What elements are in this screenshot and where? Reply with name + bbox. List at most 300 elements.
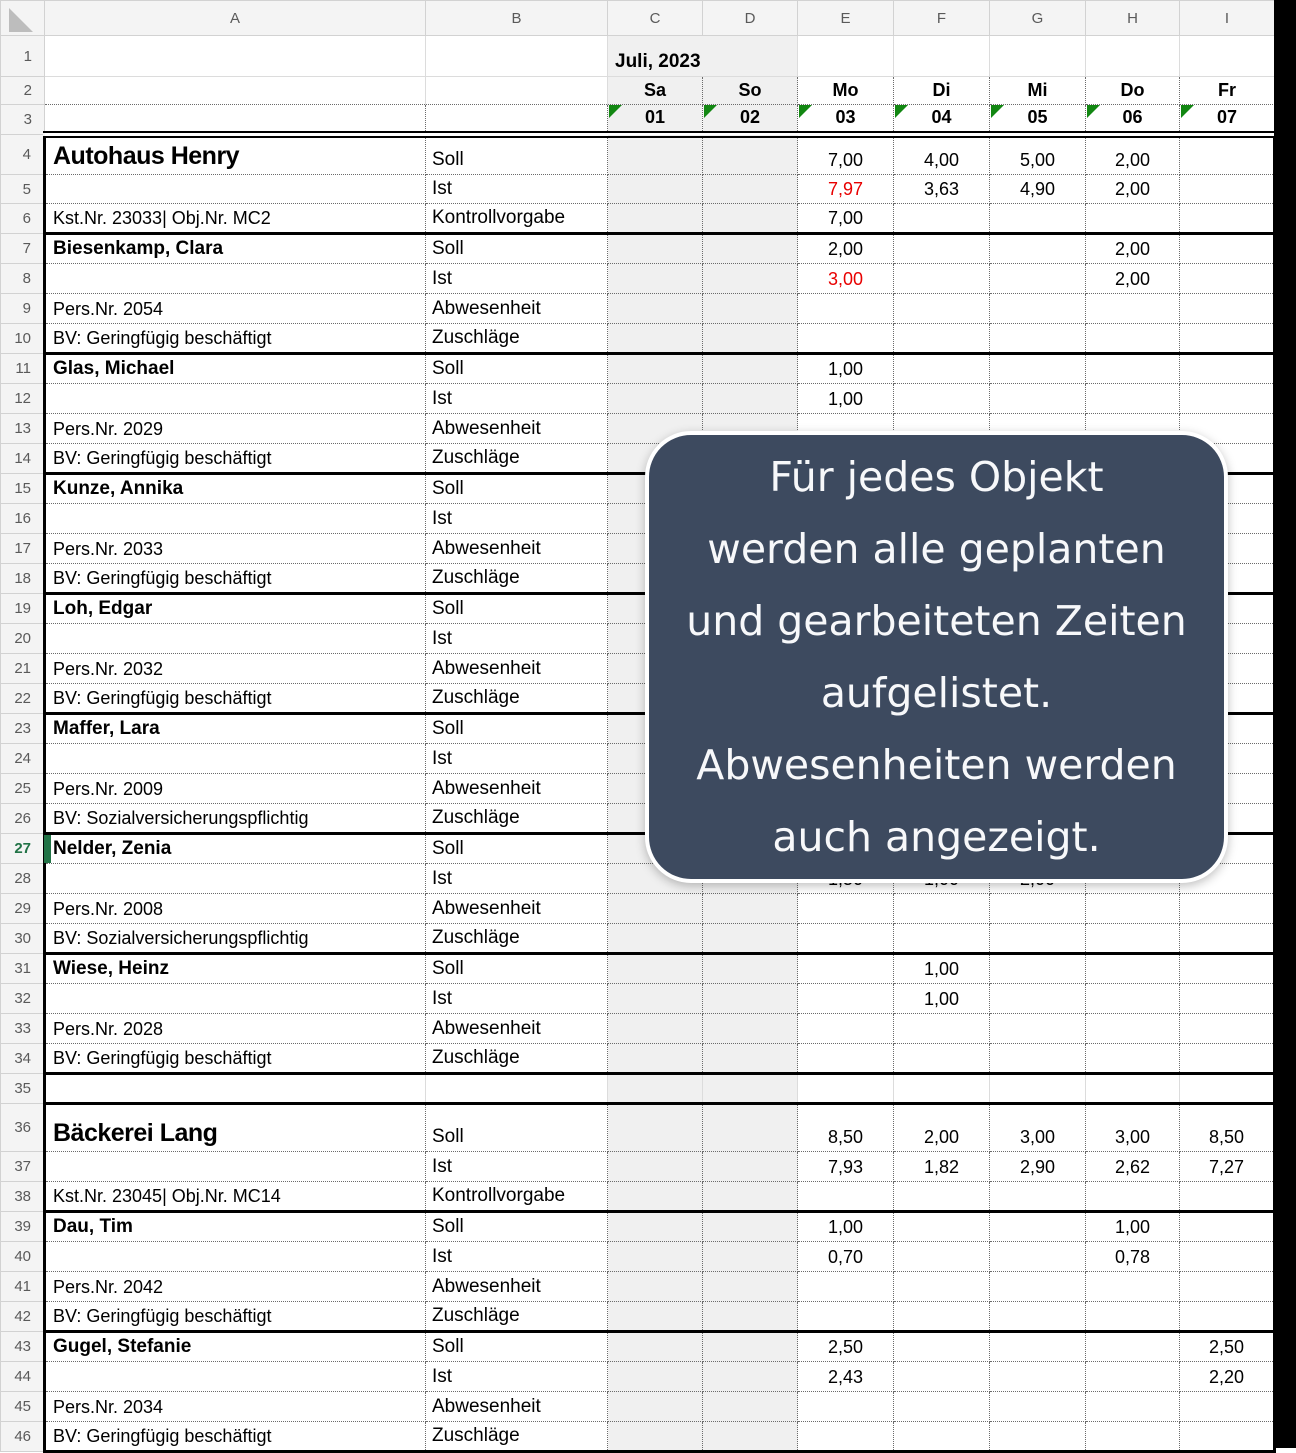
cell-C32[interactable] [608, 984, 703, 1014]
cell-F4[interactable]: 4,00 [894, 135, 990, 175]
cell-A28[interactable] [45, 864, 426, 894]
cell-C1-month-label[interactable]: Juli, 2023 [608, 36, 798, 77]
cell-A20[interactable] [45, 624, 426, 654]
cell-B19[interactable]: Soll [426, 594, 608, 624]
cell-A10[interactable]: BV: Geringfügig beschäftigt [45, 324, 426, 354]
cell-E31[interactable] [798, 954, 894, 984]
cell-I37[interactable]: 7,27 [1180, 1152, 1275, 1182]
row-header-18[interactable]: 18 [1, 564, 45, 594]
cell-F5[interactable]: 3,63 [894, 175, 990, 204]
cell-H36[interactable]: 3,00 [1086, 1104, 1180, 1152]
column-header-D[interactable]: D [703, 1, 798, 36]
cell-F7[interactable] [894, 234, 990, 264]
cell-G36[interactable]: 3,00 [990, 1104, 1086, 1152]
cell-H29[interactable] [1086, 894, 1180, 924]
cell-H45[interactable] [1086, 1392, 1180, 1422]
cell-E36[interactable]: 8,50 [798, 1104, 894, 1152]
cell-C5[interactable] [608, 175, 703, 204]
cell-F39[interactable] [894, 1212, 990, 1242]
cell-E9[interactable] [798, 294, 894, 324]
cell-G34[interactable] [990, 1044, 1086, 1074]
cell-E33[interactable] [798, 1014, 894, 1044]
cell-E29[interactable] [798, 894, 894, 924]
cell-E34[interactable] [798, 1044, 894, 1074]
cell-G44[interactable] [990, 1362, 1086, 1392]
row-header-23[interactable]: 23 [1, 714, 45, 744]
cell-G10[interactable] [990, 324, 1086, 354]
cell-E41[interactable] [798, 1272, 894, 1302]
row-header-25[interactable]: 25 [1, 774, 45, 804]
cell-G43[interactable] [990, 1332, 1086, 1362]
select-all-corner[interactable] [1, 1, 45, 36]
cell-B9[interactable]: Abwesenheit [426, 294, 608, 324]
cell-G3-date[interactable]: 05 [990, 105, 1086, 135]
cell-D4[interactable] [703, 135, 798, 175]
cell-E7[interactable]: 2,00 [798, 234, 894, 264]
cell-A2[interactable] [45, 77, 426, 105]
cell-B10[interactable]: Zuschläge [426, 324, 608, 354]
cell-F40[interactable] [894, 1242, 990, 1272]
cell-A12[interactable] [45, 384, 426, 414]
cell-A43[interactable]: Gugel, Stefanie [45, 1332, 426, 1362]
cell-C38[interactable] [608, 1182, 703, 1212]
cell-I3-date[interactable]: 07 [1180, 105, 1275, 135]
cell-D11[interactable] [703, 354, 798, 384]
cell-F29[interactable] [894, 894, 990, 924]
cell-C45[interactable] [608, 1392, 703, 1422]
cell-F32[interactable]: 1,00 [894, 984, 990, 1014]
cell-B36[interactable]: Soll [426, 1104, 608, 1152]
cell-H40[interactable]: 0,78 [1086, 1242, 1180, 1272]
cell-G8[interactable] [990, 264, 1086, 294]
cell-A4[interactable]: Autohaus Henry [45, 135, 426, 175]
cell-E11[interactable]: 1,00 [798, 354, 894, 384]
cell-I2-dayname[interactable]: Fr [1180, 77, 1275, 105]
cell-G46[interactable] [990, 1422, 1086, 1452]
cell-H9[interactable] [1086, 294, 1180, 324]
cell-B12[interactable]: Ist [426, 384, 608, 414]
cell-B27[interactable]: Soll [426, 834, 608, 864]
row-header-32[interactable]: 32 [1, 984, 45, 1014]
cell-I38[interactable] [1180, 1182, 1275, 1212]
cell-D30[interactable] [703, 924, 798, 954]
cell-E2-dayname[interactable]: Mo [798, 77, 894, 105]
cell-E37[interactable]: 7,93 [798, 1152, 894, 1182]
cell-I12[interactable] [1180, 384, 1275, 414]
cell-E12[interactable]: 1,00 [798, 384, 894, 414]
cell-C4[interactable] [608, 135, 703, 175]
cell-B28[interactable]: Ist [426, 864, 608, 894]
cell-I8[interactable] [1180, 264, 1275, 294]
cell-G9[interactable] [990, 294, 1086, 324]
cell-A37[interactable] [45, 1152, 426, 1182]
row-header-13[interactable]: 13 [1, 414, 45, 444]
row-header-40[interactable]: 40 [1, 1242, 45, 1272]
cell-D33[interactable] [703, 1014, 798, 1044]
cell-F31[interactable]: 1,00 [894, 954, 990, 984]
cell-G41[interactable] [990, 1272, 1086, 1302]
cell-G6[interactable] [990, 204, 1086, 234]
cell-B35[interactable] [426, 1074, 608, 1104]
row-header-29[interactable]: 29 [1, 894, 45, 924]
cell-F1[interactable] [894, 36, 990, 77]
cell-E3-date[interactable]: 03 [798, 105, 894, 135]
cell-I35[interactable] [1180, 1074, 1275, 1104]
cell-H37[interactable]: 2,62 [1086, 1152, 1180, 1182]
column-header-E[interactable]: E [798, 1, 894, 36]
cell-I9[interactable] [1180, 294, 1275, 324]
cell-E4[interactable]: 7,00 [798, 135, 894, 175]
cell-B23[interactable]: Soll [426, 714, 608, 744]
cell-G12[interactable] [990, 384, 1086, 414]
cell-I36[interactable]: 8,50 [1180, 1104, 1275, 1152]
row-header-41[interactable]: 41 [1, 1272, 45, 1302]
cell-A35[interactable] [45, 1074, 426, 1104]
cell-G7[interactable] [990, 234, 1086, 264]
cell-B13[interactable]: Abwesenheit [426, 414, 608, 444]
cell-A42[interactable]: BV: Geringfügig beschäftigt [45, 1302, 426, 1332]
cell-H33[interactable] [1086, 1014, 1180, 1044]
cell-B2[interactable] [426, 77, 608, 105]
cell-G31[interactable] [990, 954, 1086, 984]
cell-B38[interactable]: Kontrollvorgabe [426, 1182, 608, 1212]
cell-C44[interactable] [608, 1362, 703, 1392]
cell-A16[interactable] [45, 504, 426, 534]
cell-C3-date[interactable]: 01 [608, 105, 703, 135]
cell-G35[interactable] [990, 1074, 1086, 1104]
cell-F11[interactable] [894, 354, 990, 384]
row-header-16[interactable]: 16 [1, 504, 45, 534]
row-header-1[interactable]: 1 [1, 36, 45, 77]
cell-C35[interactable] [608, 1074, 703, 1104]
cell-D31[interactable] [703, 954, 798, 984]
row-header-21[interactable]: 21 [1, 654, 45, 684]
cell-B43[interactable]: Soll [426, 1332, 608, 1362]
cell-C12[interactable] [608, 384, 703, 414]
cell-D40[interactable] [703, 1242, 798, 1272]
cell-D8[interactable] [703, 264, 798, 294]
cell-F2-dayname[interactable]: Di [894, 77, 990, 105]
cell-A34[interactable]: BV: Geringfügig beschäftigt [45, 1044, 426, 1074]
row-header-31[interactable]: 31 [1, 954, 45, 984]
cell-D3-date[interactable]: 02 [703, 105, 798, 135]
cell-A18[interactable]: BV: Geringfügig beschäftigt [45, 564, 426, 594]
cell-H43[interactable] [1086, 1332, 1180, 1362]
cell-B39[interactable]: Soll [426, 1212, 608, 1242]
cell-I31[interactable] [1180, 954, 1275, 984]
cell-E45[interactable] [798, 1392, 894, 1422]
cell-I46[interactable] [1180, 1422, 1275, 1452]
cell-I44[interactable]: 2,20 [1180, 1362, 1275, 1392]
cell-A15[interactable]: Kunze, Annika [45, 474, 426, 504]
cell-F45[interactable] [894, 1392, 990, 1422]
cell-A32[interactable] [45, 984, 426, 1014]
cell-C37[interactable] [608, 1152, 703, 1182]
cell-D43[interactable] [703, 1332, 798, 1362]
cell-F41[interactable] [894, 1272, 990, 1302]
cell-D42[interactable] [703, 1302, 798, 1332]
cell-A6[interactable]: Kst.Nr. 23033| Obj.Nr. MC2 [45, 204, 426, 234]
cell-G1[interactable] [990, 36, 1086, 77]
cell-A21[interactable]: Pers.Nr. 2032 [45, 654, 426, 684]
row-header-28[interactable]: 28 [1, 864, 45, 894]
cell-A45[interactable]: Pers.Nr. 2034 [45, 1392, 426, 1422]
row-header-11[interactable]: 11 [1, 354, 45, 384]
row-header-17[interactable]: 17 [1, 534, 45, 564]
cell-D10[interactable] [703, 324, 798, 354]
row-header-8[interactable]: 8 [1, 264, 45, 294]
cell-C36[interactable] [608, 1104, 703, 1152]
cell-B21[interactable]: Abwesenheit [426, 654, 608, 684]
row-header-34[interactable]: 34 [1, 1044, 45, 1074]
cell-E32[interactable] [798, 984, 894, 1014]
cell-F38[interactable] [894, 1182, 990, 1212]
cell-D39[interactable] [703, 1212, 798, 1242]
cell-G29[interactable] [990, 894, 1086, 924]
row-header-45[interactable]: 45 [1, 1392, 45, 1422]
cell-E42[interactable] [798, 1302, 894, 1332]
cell-B16[interactable]: Ist [426, 504, 608, 534]
cell-C2-dayname[interactable]: Sa [608, 77, 703, 105]
cell-B17[interactable]: Abwesenheit [426, 534, 608, 564]
cell-F35[interactable] [894, 1074, 990, 1104]
cell-I4[interactable] [1180, 135, 1275, 175]
cell-C41[interactable] [608, 1272, 703, 1302]
column-header-A[interactable]: A [45, 1, 426, 36]
cell-C10[interactable] [608, 324, 703, 354]
cell-C30[interactable] [608, 924, 703, 954]
cell-A31[interactable]: Wiese, Heinz [45, 954, 426, 984]
cell-I11[interactable] [1180, 354, 1275, 384]
cell-B26[interactable]: Zuschläge [426, 804, 608, 834]
cell-H44[interactable] [1086, 1362, 1180, 1392]
cell-E43[interactable]: 2,50 [798, 1332, 894, 1362]
cell-H8[interactable]: 2,00 [1086, 264, 1180, 294]
cell-B42[interactable]: Zuschläge [426, 1302, 608, 1332]
cell-H35[interactable] [1086, 1074, 1180, 1104]
cell-C7[interactable] [608, 234, 703, 264]
cell-C9[interactable] [608, 294, 703, 324]
cell-A25[interactable]: Pers.Nr. 2009 [45, 774, 426, 804]
cell-B18[interactable]: Zuschläge [426, 564, 608, 594]
column-header-F[interactable]: F [894, 1, 990, 36]
row-header-6[interactable]: 6 [1, 204, 45, 234]
cell-F36[interactable]: 2,00 [894, 1104, 990, 1152]
cell-I10[interactable] [1180, 324, 1275, 354]
row-header-5[interactable]: 5 [1, 175, 45, 204]
cell-H39[interactable]: 1,00 [1086, 1212, 1180, 1242]
cell-H46[interactable] [1086, 1422, 1180, 1452]
column-header-C[interactable]: C [608, 1, 703, 36]
row-header-4[interactable]: 4 [1, 135, 45, 175]
cell-A3[interactable] [45, 105, 426, 135]
cell-B31[interactable]: Soll [426, 954, 608, 984]
column-header-H[interactable]: H [1086, 1, 1180, 36]
cell-F30[interactable] [894, 924, 990, 954]
cell-G39[interactable] [990, 1212, 1086, 1242]
row-header-26[interactable]: 26 [1, 804, 45, 834]
row-header-46[interactable]: 46 [1, 1422, 45, 1452]
cell-F37[interactable]: 1,82 [894, 1152, 990, 1182]
cell-D46[interactable] [703, 1422, 798, 1452]
cell-C34[interactable] [608, 1044, 703, 1074]
cell-E30[interactable] [798, 924, 894, 954]
cell-C8[interactable] [608, 264, 703, 294]
cell-B33[interactable]: Abwesenheit [426, 1014, 608, 1044]
cell-A7[interactable]: Biesenkamp, Clara [45, 234, 426, 264]
cell-B15[interactable]: Soll [426, 474, 608, 504]
cell-A17[interactable]: Pers.Nr. 2033 [45, 534, 426, 564]
cell-I6[interactable] [1180, 204, 1275, 234]
cell-G5[interactable]: 4,90 [990, 175, 1086, 204]
cell-I7[interactable] [1180, 234, 1275, 264]
cell-I33[interactable] [1180, 1014, 1275, 1044]
cell-E46[interactable] [798, 1422, 894, 1452]
cell-F10[interactable] [894, 324, 990, 354]
cell-A36[interactable]: Bäckerei Lang [45, 1104, 426, 1152]
cell-C31[interactable] [608, 954, 703, 984]
cell-F44[interactable] [894, 1362, 990, 1392]
cell-E35[interactable] [798, 1074, 894, 1104]
row-header-42[interactable]: 42 [1, 1302, 45, 1332]
row-header-10[interactable]: 10 [1, 324, 45, 354]
cell-A1[interactable] [45, 36, 426, 77]
cell-E38[interactable] [798, 1182, 894, 1212]
row-header-15[interactable]: 15 [1, 474, 45, 504]
row-header-3[interactable]: 3 [1, 105, 45, 135]
cell-I29[interactable] [1180, 894, 1275, 924]
cell-A41[interactable]: Pers.Nr. 2042 [45, 1272, 426, 1302]
cell-B44[interactable]: Ist [426, 1362, 608, 1392]
cell-B40[interactable]: Ist [426, 1242, 608, 1272]
cell-D2-dayname[interactable]: So [703, 77, 798, 105]
cell-G32[interactable] [990, 984, 1086, 1014]
row-header-2[interactable]: 2 [1, 77, 45, 105]
cell-H7[interactable]: 2,00 [1086, 234, 1180, 264]
cell-H2-dayname[interactable]: Do [1086, 77, 1180, 105]
cell-H3-date[interactable]: 06 [1086, 105, 1180, 135]
cell-B22[interactable]: Zuschläge [426, 684, 608, 714]
cell-B25[interactable]: Abwesenheit [426, 774, 608, 804]
cell-I40[interactable] [1180, 1242, 1275, 1272]
cell-E40[interactable]: 0,70 [798, 1242, 894, 1272]
row-header-22[interactable]: 22 [1, 684, 45, 714]
cell-D36[interactable] [703, 1104, 798, 1152]
cell-G37[interactable]: 2,90 [990, 1152, 1086, 1182]
cell-A23[interactable]: Maffer, Lara [45, 714, 426, 744]
cell-C40[interactable] [608, 1242, 703, 1272]
cell-A22[interactable]: BV: Geringfügig beschäftigt [45, 684, 426, 714]
cell-D32[interactable] [703, 984, 798, 1014]
column-header-B[interactable]: B [426, 1, 608, 36]
cell-D45[interactable] [703, 1392, 798, 1422]
column-header-I[interactable]: I [1180, 1, 1275, 36]
cell-A38[interactable]: Kst.Nr. 23045| Obj.Nr. MC14 [45, 1182, 426, 1212]
row-header-44[interactable]: 44 [1, 1362, 45, 1392]
cell-A26[interactable]: BV: Sozialversicherungspflichtig [45, 804, 426, 834]
cell-B7[interactable]: Soll [426, 234, 608, 264]
cell-B24[interactable]: Ist [426, 744, 608, 774]
cell-H5[interactable]: 2,00 [1086, 175, 1180, 204]
cell-B4[interactable]: Soll [426, 135, 608, 175]
row-header-9[interactable]: 9 [1, 294, 45, 324]
cell-B41[interactable]: Abwesenheit [426, 1272, 608, 1302]
cell-H31[interactable] [1086, 954, 1180, 984]
cell-H1[interactable] [1086, 36, 1180, 77]
cell-H6[interactable] [1086, 204, 1180, 234]
cell-E8[interactable]: 3,00 [798, 264, 894, 294]
row-header-36[interactable]: 36 [1, 1104, 45, 1152]
cell-H4[interactable]: 2,00 [1086, 135, 1180, 175]
cell-A9[interactable]: Pers.Nr. 2054 [45, 294, 426, 324]
cell-I34[interactable] [1180, 1044, 1275, 1074]
cell-C29[interactable] [608, 894, 703, 924]
cell-G30[interactable] [990, 924, 1086, 954]
row-header-20[interactable]: 20 [1, 624, 45, 654]
cell-B20[interactable]: Ist [426, 624, 608, 654]
cell-D38[interactable] [703, 1182, 798, 1212]
cell-E39[interactable]: 1,00 [798, 1212, 894, 1242]
cell-E1[interactable] [798, 36, 894, 77]
row-header-27[interactable]: 27 [1, 834, 45, 864]
cell-H30[interactable] [1086, 924, 1180, 954]
cell-A33[interactable]: Pers.Nr. 2028 [45, 1014, 426, 1044]
cell-B37[interactable]: Ist [426, 1152, 608, 1182]
cell-D12[interactable] [703, 384, 798, 414]
cell-A44[interactable] [45, 1362, 426, 1392]
cell-B6[interactable]: Kontrollvorgabe [426, 204, 608, 234]
cell-H34[interactable] [1086, 1044, 1180, 1074]
cell-C43[interactable] [608, 1332, 703, 1362]
cell-C46[interactable] [608, 1422, 703, 1452]
cell-F3-date[interactable]: 04 [894, 105, 990, 135]
cell-F34[interactable] [894, 1044, 990, 1074]
cell-G38[interactable] [990, 1182, 1086, 1212]
cell-B32[interactable]: Ist [426, 984, 608, 1014]
column-header-G[interactable]: G [990, 1, 1086, 36]
cell-F6[interactable] [894, 204, 990, 234]
cell-D34[interactable] [703, 1044, 798, 1074]
cell-B14[interactable]: Zuschläge [426, 444, 608, 474]
cell-A30[interactable]: BV: Sozialversicherungspflichtig [45, 924, 426, 954]
cell-B29[interactable]: Abwesenheit [426, 894, 608, 924]
cell-D6[interactable] [703, 204, 798, 234]
cell-F43[interactable] [894, 1332, 990, 1362]
cell-A46[interactable]: BV: Geringfügig beschäftigt [45, 1422, 426, 1452]
cell-A40[interactable] [45, 1242, 426, 1272]
cell-C39[interactable] [608, 1212, 703, 1242]
cell-I42[interactable] [1180, 1302, 1275, 1332]
cell-D7[interactable] [703, 234, 798, 264]
row-header-33[interactable]: 33 [1, 1014, 45, 1044]
cell-G11[interactable] [990, 354, 1086, 384]
cell-H32[interactable] [1086, 984, 1180, 1014]
cell-B1[interactable] [426, 36, 608, 77]
cell-B45[interactable]: Abwesenheit [426, 1392, 608, 1422]
row-header-19[interactable]: 19 [1, 594, 45, 624]
cell-A19[interactable]: Loh, Edgar [45, 594, 426, 624]
cell-I32[interactable] [1180, 984, 1275, 1014]
row-header-12[interactable]: 12 [1, 384, 45, 414]
cell-A39[interactable]: Dau, Tim [45, 1212, 426, 1242]
cell-I41[interactable] [1180, 1272, 1275, 1302]
row-header-37[interactable]: 37 [1, 1152, 45, 1182]
cell-G40[interactable] [990, 1242, 1086, 1272]
row-header-24[interactable]: 24 [1, 744, 45, 774]
cell-A11[interactable]: Glas, Michael [45, 354, 426, 384]
cell-B5[interactable]: Ist [426, 175, 608, 204]
cell-A24[interactable] [45, 744, 426, 774]
